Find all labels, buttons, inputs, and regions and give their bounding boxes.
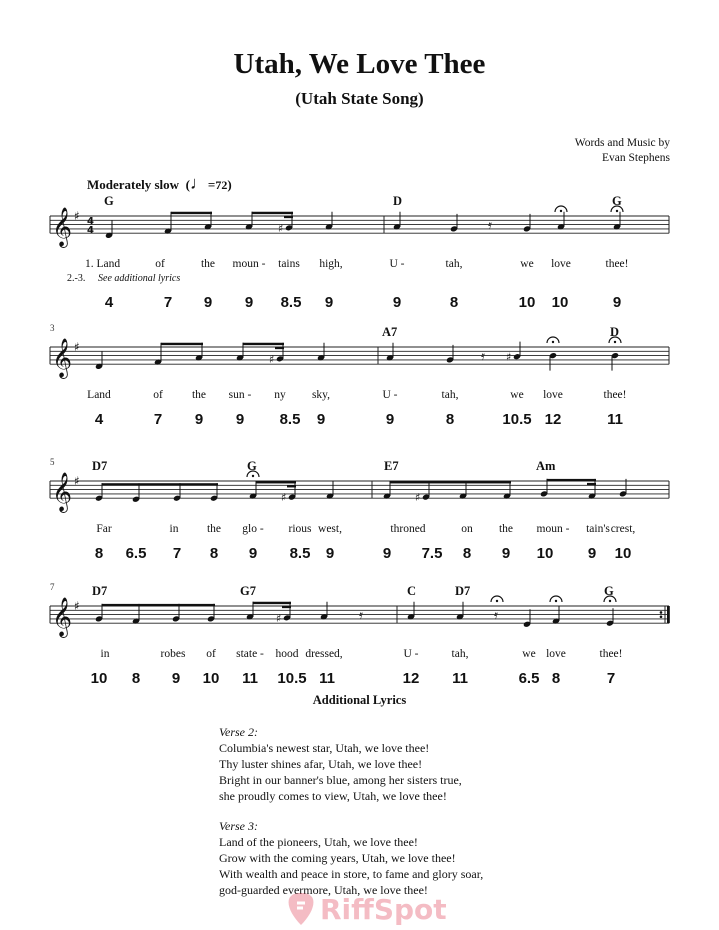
lyric-syllable: high, bbox=[319, 258, 343, 271]
verse-line: she proudly comes to view, Utah, we love thee! bbox=[219, 789, 447, 803]
measure-number: 3 bbox=[50, 323, 55, 333]
beam bbox=[102, 483, 218, 485]
beam bbox=[547, 479, 596, 481]
chord-symbol: D7 bbox=[455, 584, 471, 598]
verse-line: god-guarded evermore, Utah, we love thee! bbox=[219, 883, 428, 897]
verse-line: With wealth and peace in store, to fame and glory soar, bbox=[219, 867, 484, 881]
key-signature-sharp-icon: ♯ bbox=[74, 474, 80, 488]
harmonica-number: 9 bbox=[382, 545, 392, 563]
harmonica-number: 9 bbox=[392, 294, 402, 312]
harmonica-number: 8 bbox=[131, 670, 141, 688]
harmonica-number: 4 bbox=[94, 411, 104, 429]
chord-symbol: A7 bbox=[382, 325, 398, 339]
lyric-syllable: crest, bbox=[610, 523, 636, 536]
beam bbox=[390, 481, 511, 483]
lyric-syllable: the bbox=[191, 389, 207, 402]
lyric-syllable: of bbox=[155, 258, 165, 271]
eighth-rest-icon: 𝄿 bbox=[488, 217, 492, 233]
tempo-equals: = bbox=[207, 177, 216, 192]
verse-line: Thy luster shines afar, Utah, we love thee! bbox=[219, 757, 423, 771]
lyric-syllable: rious bbox=[288, 523, 312, 536]
measure-number: 5 bbox=[50, 457, 55, 467]
time-signature-bottom: 4 bbox=[87, 225, 94, 237]
key-signature-sharp-icon: ♯ bbox=[74, 599, 80, 613]
treble-clef-icon: 𝄞 bbox=[52, 597, 73, 638]
lyric-syllable: 1. Land bbox=[85, 258, 121, 271]
beam bbox=[252, 212, 293, 214]
lyric-syllable: dressed, bbox=[305, 648, 343, 661]
lyric-syllable: the bbox=[200, 258, 216, 271]
harmonica-number: 8.5 bbox=[289, 545, 311, 563]
lyric-syllable: west, bbox=[318, 523, 342, 536]
harmonica-number: 8 bbox=[94, 545, 104, 563]
harmonica-number: 10 bbox=[536, 545, 554, 563]
chord-symbol: G bbox=[247, 459, 257, 473]
harmonica-number: 7 bbox=[153, 411, 163, 429]
treble-clef-icon: 𝄞 bbox=[52, 338, 73, 379]
harmonica-number: 6.5 bbox=[125, 545, 147, 563]
lyric-syllable: in bbox=[169, 523, 179, 536]
chord-symbol: Am bbox=[536, 459, 556, 473]
harmonica-number: 9 bbox=[171, 670, 181, 688]
verse-label: Verse 2: bbox=[219, 725, 258, 739]
treble-clef-icon: 𝄞 bbox=[52, 207, 73, 248]
measure-number: 7 bbox=[50, 582, 55, 592]
verse-line: Land of the pioneers, Utah, we love thee! bbox=[219, 835, 418, 849]
lyric-syllable: love bbox=[543, 389, 563, 402]
beam bbox=[102, 604, 215, 606]
sharp-accidental-icon: ♯ bbox=[506, 350, 512, 364]
lyric-syllable: tah, bbox=[451, 648, 469, 661]
lyric-syllable: thee! bbox=[603, 389, 627, 402]
lyric-syllable: U - bbox=[389, 258, 405, 271]
chord-symbol: C bbox=[407, 584, 417, 598]
chord-symbol: G bbox=[612, 194, 622, 208]
tempo-paren-open: ( bbox=[182, 177, 190, 192]
treble-clef-icon: 𝄞 bbox=[52, 472, 73, 513]
harmonica-number: 11 bbox=[319, 670, 335, 688]
lyric-syllable: we bbox=[522, 648, 536, 661]
fermata-dot bbox=[496, 600, 498, 602]
harmonica-number: 7 bbox=[163, 294, 173, 312]
fermata-dot bbox=[552, 341, 554, 343]
time-signature-top: 4 bbox=[87, 216, 94, 227]
harmonica-number: 9 bbox=[194, 411, 204, 429]
chord-symbol: E7 bbox=[384, 459, 399, 473]
lyric-syllable: U - bbox=[403, 648, 419, 661]
lyric-syllable: love bbox=[546, 648, 566, 661]
lyric-syllable: on bbox=[461, 523, 473, 536]
harmonica-number: 9 bbox=[248, 545, 258, 563]
tempo-paren-close: ) bbox=[227, 177, 232, 192]
harmonica-number: 7.5 bbox=[421, 545, 443, 563]
harmonica-number: 8 bbox=[209, 545, 219, 563]
harmonica-number: 10.5 bbox=[502, 411, 532, 429]
sharp-accidental-icon: ♯ bbox=[415, 491, 421, 505]
lyric-syllable: moun - bbox=[536, 523, 570, 536]
lyric-syllable: tain's bbox=[586, 523, 610, 536]
lyric-syllable: glo - bbox=[242, 523, 264, 536]
harmonica-number: 10 bbox=[518, 294, 536, 312]
lyric-syllable: in bbox=[100, 648, 110, 661]
composer-name: Evan Stephens bbox=[601, 152, 670, 164]
verse-2 bbox=[219, 724, 462, 804]
credits-line: Words and Music by bbox=[574, 137, 670, 149]
fermata-dot bbox=[252, 475, 254, 477]
chord-symbol: D bbox=[393, 194, 403, 208]
harmonica-number: 9 bbox=[316, 411, 326, 429]
lyric-syllable: Land bbox=[87, 389, 111, 402]
harmonica-number: 8.5 bbox=[280, 294, 302, 312]
harmonica-number: 7 bbox=[172, 545, 182, 563]
lyric-syllable: we bbox=[520, 258, 534, 271]
harmonica-number: 8 bbox=[551, 670, 561, 688]
guitar-pick-icon bbox=[286, 892, 316, 926]
verse-3 bbox=[219, 818, 483, 898]
lyric-syllable: we bbox=[510, 389, 524, 402]
chord-symbol: D7 bbox=[92, 584, 108, 598]
lyric-syllable: of bbox=[153, 389, 163, 402]
harmonica-number: 9 bbox=[203, 294, 213, 312]
lyric-syllable: love bbox=[551, 258, 571, 271]
harmonica-number: 12 bbox=[544, 411, 562, 429]
beam bbox=[253, 602, 291, 604]
lyric-syllable: hood bbox=[275, 648, 299, 661]
final-barline bbox=[667, 606, 670, 623]
quarter-note-icon: ♩ bbox=[189, 173, 208, 193]
beam bbox=[256, 481, 296, 483]
verse-line: Columbia's newest star, Utah, we love thee! bbox=[219, 741, 430, 755]
beam bbox=[161, 343, 203, 345]
harmonica-number: 11 bbox=[452, 670, 468, 688]
harmonica-number: 9 bbox=[501, 545, 511, 563]
song-title: Utah, We Love Thee bbox=[233, 48, 486, 80]
key-signature-sharp-icon: ♯ bbox=[74, 209, 80, 223]
harmonica-number: 9 bbox=[235, 411, 245, 429]
lyric-syllable: thee! bbox=[599, 648, 623, 661]
lyric-syllable: the bbox=[206, 523, 222, 536]
fermata-dot bbox=[616, 210, 618, 212]
chord-symbol: D7 bbox=[92, 459, 108, 473]
lyric-syllable: tains bbox=[278, 258, 300, 271]
eighth-rest-icon: 𝄿 bbox=[494, 607, 498, 623]
lyric-syllable: tah, bbox=[445, 258, 463, 271]
lyric-syllable: moun - bbox=[232, 258, 266, 271]
song-subtitle: (Utah State Song) bbox=[295, 89, 424, 108]
harmonica-number: 9 bbox=[324, 294, 334, 312]
harmonica-number: 8.5 bbox=[279, 411, 301, 429]
beam bbox=[243, 343, 284, 345]
harmonica-number: 4 bbox=[104, 294, 114, 312]
eighth-rest-icon: 𝄿 bbox=[359, 607, 363, 623]
lyric-syllable: of bbox=[206, 648, 216, 661]
lyric-syllable: tah, bbox=[441, 389, 459, 402]
riffspot-logo bbox=[286, 889, 447, 929]
harmonica-number: 8 bbox=[449, 294, 459, 312]
chord-symbol: G bbox=[604, 584, 614, 598]
repeat-dot bbox=[660, 615, 663, 618]
harmonica-number: 7 bbox=[606, 670, 616, 688]
lyric-syllable: robes bbox=[160, 648, 186, 661]
lyric-syllable: ny bbox=[274, 389, 286, 402]
tempo-bpm: 72 bbox=[215, 178, 228, 192]
sharp-accidental-icon: ♯ bbox=[281, 491, 287, 505]
logo-text: RiffSpot bbox=[320, 892, 447, 926]
harmonica-number: 12 bbox=[402, 670, 420, 688]
tempo-text: Moderately slow bbox=[87, 177, 180, 192]
lyric-syllable: state - bbox=[236, 648, 264, 661]
sharp-accidental-icon: ♯ bbox=[276, 611, 282, 625]
harmonica-number: 8 bbox=[445, 411, 455, 429]
verse-label: Verse 3: bbox=[219, 819, 258, 833]
fermata-dot bbox=[609, 600, 611, 602]
chord-symbol: G7 bbox=[240, 584, 256, 598]
harmonica-number: 10 bbox=[202, 670, 220, 688]
lyric-syllable: the bbox=[498, 523, 514, 536]
sharp-accidental-icon: ♯ bbox=[269, 352, 275, 366]
harmonica-number: 9 bbox=[325, 545, 335, 563]
verse-note-prefix: 2.-3. bbox=[67, 273, 86, 285]
harmonica-number: 11 bbox=[607, 411, 623, 429]
fermata-dot bbox=[614, 341, 616, 343]
harmonica-number: 8 bbox=[462, 545, 472, 563]
harmonica-number: 6.5 bbox=[518, 670, 540, 688]
chord-symbol: D bbox=[610, 325, 620, 339]
lyric-syllable: thee! bbox=[605, 258, 629, 271]
harmonica-number: 10 bbox=[551, 294, 569, 312]
lyric-syllable: U - bbox=[382, 389, 398, 402]
chord-symbol: G bbox=[104, 194, 114, 208]
lyric-syllable: sun - bbox=[228, 389, 252, 402]
repeat-dot bbox=[660, 611, 663, 614]
key-signature-sharp-icon: ♯ bbox=[74, 340, 80, 354]
harmonica-number: 10.5 bbox=[277, 670, 307, 688]
fermata-dot bbox=[555, 600, 557, 602]
harmonica-number: 10 bbox=[90, 670, 108, 688]
lyric-syllable: sky, bbox=[311, 389, 331, 402]
harmonica-number: 9 bbox=[385, 411, 395, 429]
lyric-syllable: throned bbox=[390, 523, 426, 536]
harmonica-number: 9 bbox=[612, 294, 622, 312]
eighth-rest-icon: 𝄿 bbox=[481, 348, 485, 364]
beam bbox=[171, 212, 212, 214]
fermata-dot bbox=[560, 210, 562, 212]
verse-note: See additional lyrics bbox=[98, 273, 181, 285]
harmonica-number: 10 bbox=[614, 545, 632, 563]
harmonica-number: 11 bbox=[242, 670, 258, 688]
harmonica-number: 9 bbox=[587, 545, 597, 563]
sharp-accidental-icon: ♯ bbox=[278, 221, 284, 235]
verse-line: Bright in our banner's blue, among her sisters true, bbox=[219, 773, 462, 787]
harmonica-number: 9 bbox=[244, 294, 254, 312]
verse-line: Grow with the coming years, Utah, we love thee! bbox=[219, 851, 456, 865]
lyric-syllable: Far bbox=[96, 523, 112, 536]
additional-lyrics-heading: Additional Lyrics bbox=[312, 693, 407, 707]
